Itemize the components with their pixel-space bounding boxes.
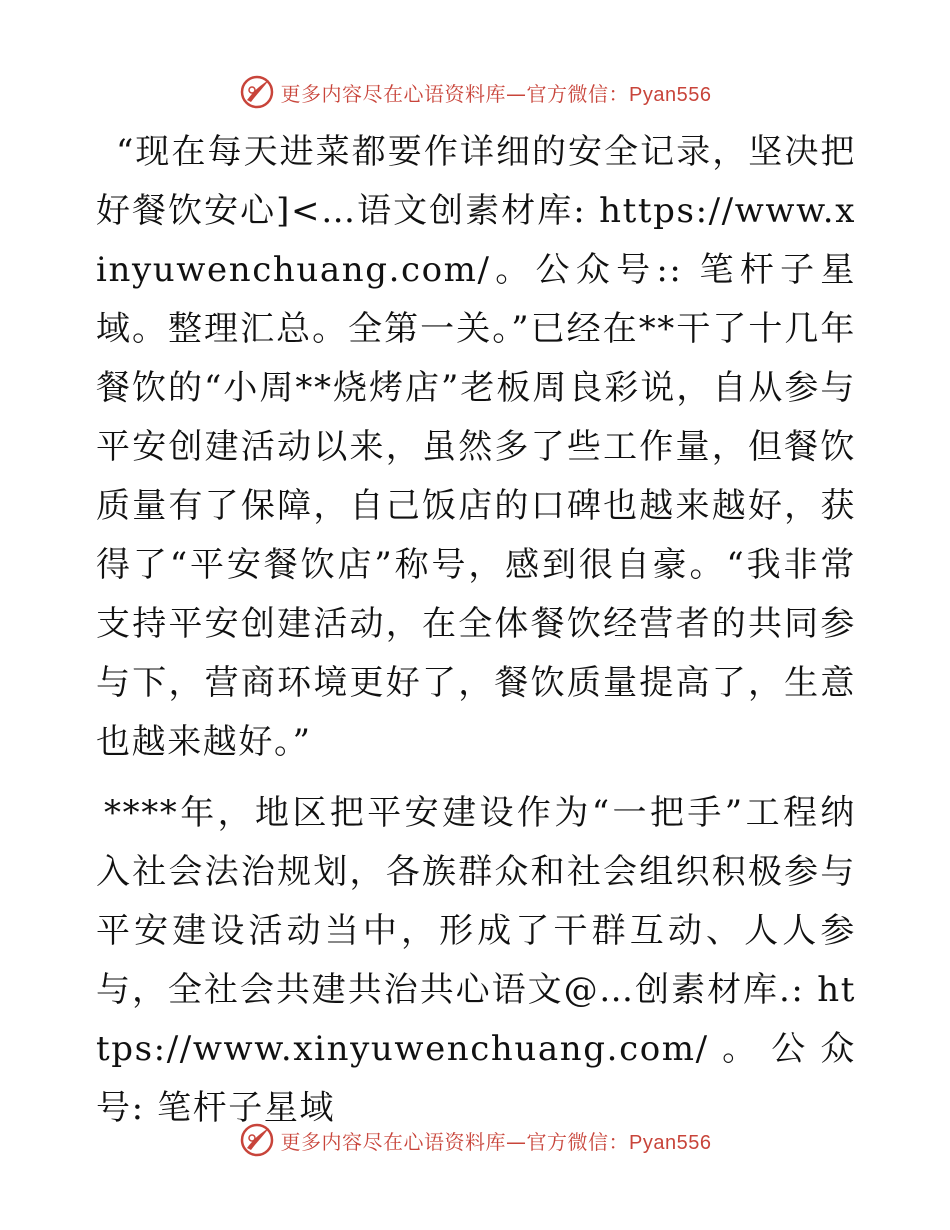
quill-seal-icon [239,74,275,110]
paragraph: ****年，地区把平安建设作为“一把手”工程纳入社会法治规划，各族群众和社会组织积极参与平安建设活动当中，形成了干群互动、人人参与，全社会共建共治共心语文@…创素材库.: https://www.xinyuwenchuang.com/。公众号: 笔杆子星域 [96,793,856,1128]
footer-watermark [0,1118,950,1162]
watermark-account: Pyan556 [629,83,712,106]
header-watermark [0,70,950,114]
document-body [96,123,856,1138]
watermark-account: Pyan556 [629,1131,712,1154]
quill-seal-icon [239,1122,275,1158]
paragraph: “现在每天进菜都要作详细的安全记录，坚决把好餐饮安心]<…语文创素材库: https://www.xinyuwenchuang.com/。公众号:: 笔杆子星域。整理汇总。全第一关。”已经在**干了十几年餐饮的“小周**烧烤店”老板周良彩说，自从参与平安创建活动以来，虽然多了些工作量，但餐饮质量有了保障，自己饭店的口碑也越来越好，获得了“平安餐饮店”称号，感到很自豪。“我非常支持平安创建活动，在全体餐饮经营者的共同参与下，营商环境更好了，餐饮质量提高了，生意也越来越好。” [96,132,856,762]
watermark-text: 更多内容尽在心语资料库—官方微信：Pyan556 [280,81,712,106]
watermark-text: 更多内容尽在心语资料库—官方微信：Pyan556 [280,1129,712,1154]
